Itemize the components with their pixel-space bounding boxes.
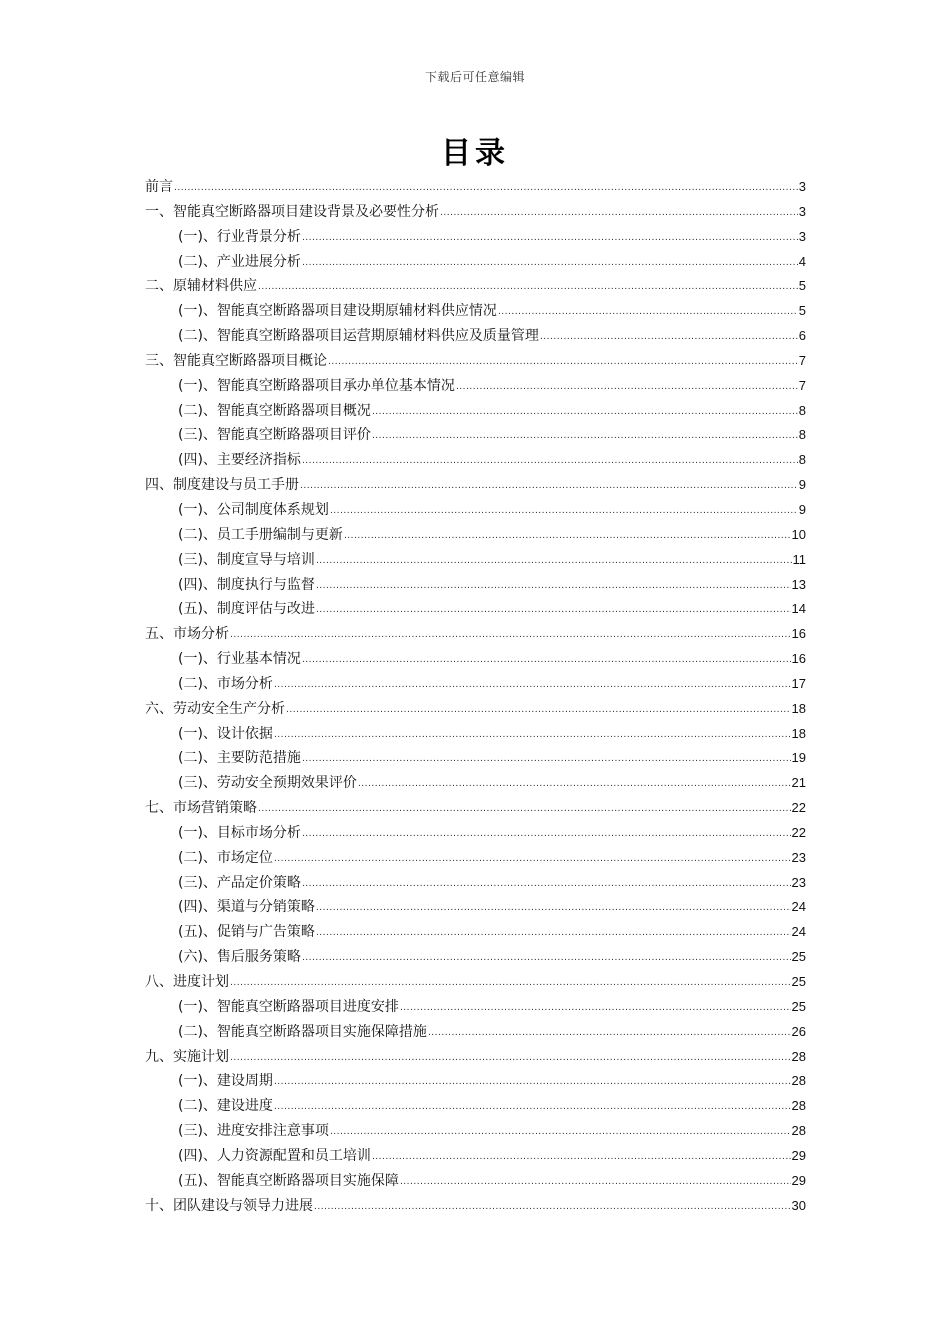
toc-entry-page-number: 11 (792, 551, 806, 567)
toc-dot-leader (300, 472, 798, 499)
toc-entry-title: 六、劳动安全生产分析 (145, 700, 285, 717)
toc-entry-title: (一)、公司制度体系规划 (178, 501, 329, 518)
toc-entry-title: 三、智能真空断路器项目概论 (145, 352, 327, 369)
toc-dot-leader (302, 820, 791, 847)
toc-entry-page-number: 18 (791, 725, 806, 741)
toc-dot-leader (372, 422, 798, 449)
toc-entry[interactable] (145, 597, 806, 622)
toc-entry-page-number: 24 (791, 899, 806, 915)
toc-entry-page-number: 14 (791, 601, 806, 617)
toc-entry[interactable] (145, 771, 806, 796)
toc-dot-leader (302, 249, 798, 276)
toc-dot-leader (428, 1019, 791, 1046)
toc-entry[interactable] (145, 746, 806, 771)
toc-entry-page-number: 8 (798, 427, 806, 443)
toc-dot-leader (330, 497, 798, 524)
toc-dot-leader (274, 845, 791, 872)
toc-dot-leader (302, 447, 798, 474)
toc-dot-leader (328, 348, 798, 375)
toc-entry-title: (二)、员工手册编制与更新 (178, 526, 343, 543)
toc-entry-title: (四)、主要经济指标 (178, 452, 301, 469)
toc-entry[interactable] (145, 697, 806, 722)
toc-entry-page-number: 8 (798, 402, 806, 418)
toc-entry-page-number: 3 (798, 179, 806, 194)
toc-entry-page-number: 22 (791, 824, 806, 840)
toc-dot-leader (274, 1093, 791, 1120)
toc-dot-leader (316, 596, 791, 623)
toc-entry[interactable] (145, 821, 806, 846)
toc-entry-page-number: 10 (791, 526, 806, 542)
toc-entry-page-number: 18 (791, 700, 806, 716)
toc-entry[interactable] (145, 647, 806, 672)
toc-dot-leader (372, 398, 798, 425)
toc-entry[interactable] (145, 1169, 806, 1194)
toc-dot-leader (498, 298, 798, 325)
toc-entry[interactable] (145, 1119, 806, 1144)
toc-entry-page-number: 28 (791, 1048, 806, 1064)
toc-entry[interactable] (145, 1094, 806, 1119)
toc-entry-page-number: 29 (791, 1172, 806, 1188)
toc-entry[interactable] (145, 523, 806, 548)
toc-dot-leader (302, 745, 791, 772)
toc-dot-leader (358, 770, 791, 797)
toc-entry-title: (一)、设计依据 (178, 725, 273, 742)
toc-dot-leader (400, 994, 791, 1021)
toc-entry[interactable] (145, 1144, 806, 1169)
toc-entry-page-number: 9 (798, 501, 806, 517)
toc-entry-title: (四)、制度执行与监督 (178, 576, 315, 593)
toc-dot-leader (302, 870, 791, 897)
toc-dot-leader (258, 273, 798, 300)
toc-dot-leader (316, 547, 792, 574)
toc-entry-title: (一)、行业基本情况 (178, 651, 301, 668)
toc-entry-title: (二)、产业进展分析 (178, 253, 301, 270)
toc-entry-page-number: 26 (791, 1023, 806, 1039)
toc-dot-leader (302, 224, 798, 251)
toc-entry-page-number: 8 (798, 452, 806, 468)
toc-entry-title: (五)、智能真空断路器项目实施保障 (178, 1172, 399, 1189)
toc-entry[interactable] (145, 374, 806, 399)
toc-entry-page-number: 16 (791, 651, 806, 667)
toc-entry[interactable] (145, 349, 806, 374)
toc-entry-title: (一)、智能真空断路器项目进度安排 (178, 998, 399, 1015)
toc-entry-title: (五)、促销与广告策略 (178, 924, 315, 941)
toc-dot-leader (230, 969, 791, 996)
toc-entry-title: 二、原辅材料供应 (145, 278, 257, 295)
toc-entry-page-number: 25 (791, 998, 806, 1014)
toc-dot-leader (440, 199, 798, 226)
toc-entry-title: 四、制度建设与员工手册 (145, 477, 299, 494)
toc-entry[interactable] (145, 274, 806, 299)
toc-entry[interactable] (145, 200, 806, 225)
toc-entry-title: 五、市场分析 (145, 626, 229, 643)
toc-entry[interactable] (145, 1020, 806, 1045)
toc-entry-title: (三)、智能真空断路器项目评价 (178, 427, 371, 444)
toc-dot-leader (330, 1118, 791, 1145)
toc-dot-leader (302, 944, 791, 971)
toc-entry[interactable] (145, 622, 806, 647)
toc-entry-page-number: 28 (791, 1123, 806, 1139)
toc-entry-title: (四)、渠道与分销策略 (178, 899, 315, 916)
toc-entry-title: (二)、建设进度 (178, 1098, 273, 1115)
toc-entry[interactable] (145, 722, 806, 747)
toc-entry[interactable] (145, 324, 806, 349)
toc-entry[interactable] (145, 672, 806, 697)
toc-entry-title: (二)、智能真空断路器项目运营期原辅材料供应及质量管理 (178, 328, 539, 345)
toc-entry-title: 十、团队建设与领导力进展 (145, 1197, 313, 1214)
toc-entry-page-number: 24 (791, 924, 806, 940)
toc-entry-title: 前言 (145, 179, 173, 195)
toc-entry-page-number: 7 (798, 377, 806, 393)
toc-entry[interactable] (145, 846, 806, 871)
toc-entry-title: (三)、产品定价策略 (178, 874, 301, 891)
toc-entry-title: (三)、进度安排注意事项 (178, 1123, 329, 1140)
toc-entry[interactable] (145, 473, 806, 498)
toc-dot-leader (344, 522, 791, 549)
toc-entry-page-number: 29 (791, 1147, 806, 1163)
toc-dot-leader (316, 919, 791, 946)
toc-entry-title: 一、智能真空断路器项目建设背景及必要性分析 (145, 203, 439, 220)
toc-entry[interactable] (145, 225, 806, 250)
page-header: 下载后可任意编辑 (424, 70, 525, 84)
toc-entry[interactable] (145, 871, 806, 896)
toc-entry-title: (一)、智能真空断路器项目承办单位基本情况 (178, 377, 455, 394)
toc-dot-leader (274, 1068, 791, 1095)
toc-entry-page-number: 21 (791, 775, 806, 791)
toc-entry-page-number: 25 (791, 974, 806, 989)
toc-dot-leader (230, 621, 791, 648)
toc-entry-page-number: 6 (798, 328, 806, 344)
toc-entry-page-number: 25 (791, 949, 806, 965)
toc-entry-title: (六)、售后服务策略 (178, 949, 301, 966)
toc-entry-page-number: 4 (798, 253, 806, 269)
toc-dot-leader (286, 696, 791, 723)
toc-entry[interactable] (145, 920, 806, 945)
toc-entry[interactable] (145, 250, 806, 275)
toc-title: 目录 (441, 136, 509, 171)
toc-entry[interactable] (145, 423, 806, 448)
toc-entry-title: (三)、制度宣导与培训 (178, 551, 315, 568)
toc-dot-leader (316, 894, 791, 921)
toc-entry-title: (二)、智能真空断路器项目实施保障措施 (178, 1023, 427, 1040)
toc-entry[interactable] (145, 299, 806, 324)
toc-entry[interactable] (145, 548, 806, 573)
toc-entry[interactable] (145, 945, 806, 970)
toc-entry-page-number: 9 (798, 477, 806, 493)
toc-entry-page-number: 3 (798, 203, 806, 219)
toc-entry-title: (三)、劳动安全预期效果评价 (178, 775, 357, 792)
toc-dot-leader (258, 795, 791, 822)
toc-entry-title: (一)、建设周期 (178, 1073, 273, 1090)
toc-entry-title: (二)、市场分析 (178, 675, 273, 692)
toc-entry-title: (二)、智能真空断路器项目概况 (178, 402, 371, 419)
toc-dot-leader (400, 1168, 791, 1195)
toc-entry-page-number: 22 (791, 800, 806, 816)
toc-entry[interactable] (145, 573, 806, 598)
toc-entry[interactable] (145, 796, 806, 821)
toc-entry[interactable] (145, 1045, 806, 1070)
toc-entry[interactable] (145, 1069, 806, 1094)
toc-entry-title: 九、实施计划 (145, 1048, 229, 1065)
toc-dot-leader (302, 646, 791, 673)
toc-entry-page-number: 19 (791, 750, 806, 766)
toc-entry-page-number: 7 (798, 352, 806, 368)
toc-entry-title: (二)、主要防范措施 (178, 750, 301, 767)
toc-entry[interactable] (145, 995, 806, 1020)
toc-entry-title: (一)、智能真空断路器项目建设期原辅材料供应情况 (178, 303, 497, 320)
toc-entry-title: 七、市场营销策略 (145, 800, 257, 817)
toc-entry-title: (一)、目标市场分析 (178, 824, 301, 841)
toc-entry-page-number: 28 (791, 1098, 806, 1114)
toc-entry[interactable] (145, 399, 806, 424)
toc-dot-leader (314, 1193, 791, 1220)
toc-dot-leader (274, 721, 791, 748)
toc-entry-title: (一)、行业背景分析 (178, 228, 301, 245)
toc-entry-title: (二)、市场定位 (178, 849, 273, 866)
toc-entry-page-number: 23 (791, 874, 806, 890)
toc-entry-page-number: 16 (791, 626, 806, 642)
toc-entry-page-number: 17 (791, 675, 806, 691)
toc-entry-title: (五)、制度评估与改进 (178, 601, 315, 618)
toc-entry-title: 八、进度计划 (145, 974, 229, 990)
toc-entry-page-number: 3 (798, 228, 806, 244)
toc-list (145, 175, 806, 1218)
toc-entry[interactable] (145, 498, 806, 523)
toc-dot-leader (230, 1044, 791, 1071)
toc-entry-page-number: 5 (798, 278, 806, 294)
toc-entry-page-number: 13 (791, 576, 806, 592)
toc-entry[interactable] (145, 895, 806, 920)
toc-dot-leader (174, 174, 798, 201)
toc-dot-leader (316, 572, 791, 599)
toc-entry-page-number: 28 (791, 1073, 806, 1089)
toc-entry[interactable] (145, 970, 806, 995)
toc-entry-page-number: 30 (791, 1197, 806, 1213)
toc-dot-leader (274, 671, 791, 698)
toc-dot-leader (540, 323, 798, 350)
toc-dot-leader (456, 373, 798, 400)
toc-entry-title: (四)、人力资源配置和员工培训 (178, 1147, 371, 1164)
toc-entry[interactable] (145, 448, 806, 473)
toc-dot-leader (372, 1143, 791, 1170)
toc-entry[interactable] (145, 1194, 806, 1219)
toc-entry[interactable] (145, 175, 806, 200)
toc-entry-page-number: 23 (791, 849, 806, 865)
toc-entry-page-number: 5 (798, 303, 806, 319)
